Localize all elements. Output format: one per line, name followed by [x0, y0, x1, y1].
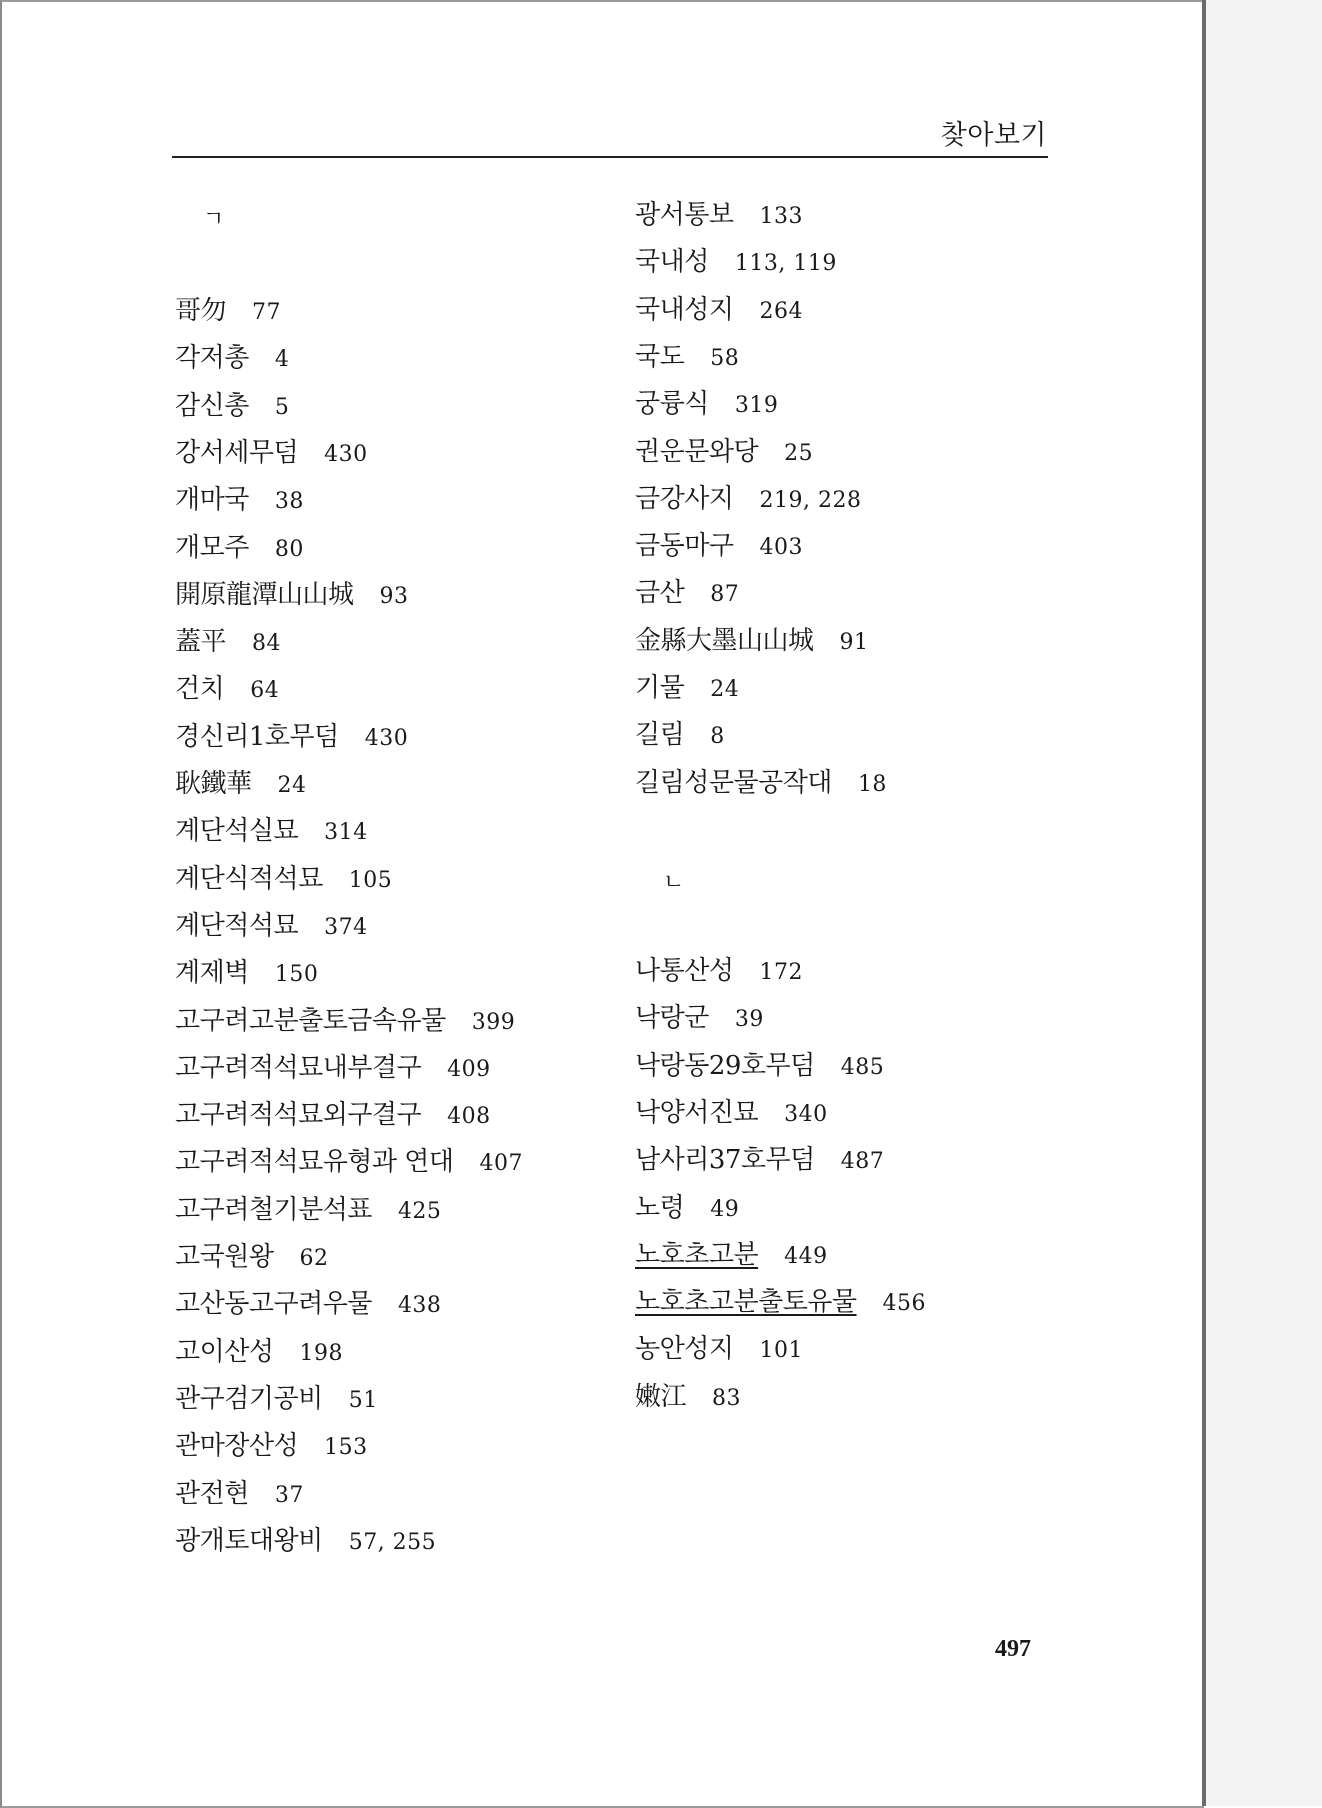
index-entry	[635, 624, 869, 658]
index-term: 계제벽	[175, 958, 249, 989]
index-term: 경신리1호무덤	[175, 721, 339, 752]
index-page-ref: 425	[397, 1198, 442, 1224]
index-entry	[175, 389, 289, 423]
index-page-ref: 133	[759, 204, 803, 229]
index-entry	[635, 529, 803, 563]
index-entry	[175, 341, 289, 375]
index-term: 노호초고분출토유물	[635, 1287, 857, 1318]
index-page-ref: 93	[379, 583, 409, 609]
index-term: 고이산성	[175, 1336, 274, 1367]
index-term: 금산	[635, 578, 685, 609]
index-page-ref: 456	[882, 1291, 927, 1317]
index-entry	[175, 1382, 378, 1416]
index-entry	[635, 1001, 764, 1035]
index-term: 국내성	[635, 247, 709, 278]
index-page-ref: 408	[447, 1104, 491, 1130]
index-term: 광개토대왕비	[175, 1525, 323, 1556]
index-entry	[175, 1051, 491, 1085]
index-entry	[175, 294, 281, 328]
index-entry	[635, 718, 725, 752]
index-entry	[635, 245, 837, 279]
index-page-ref: 58	[710, 345, 740, 371]
index-term: 감신총	[175, 390, 249, 421]
index-page-ref: 87	[710, 582, 740, 608]
index-term: 開原龍潭山山城	[175, 579, 354, 610]
index-entry	[175, 1145, 523, 1179]
index-page-ref: 198	[299, 1340, 343, 1366]
index-entry	[175, 578, 409, 612]
index-entry	[175, 1524, 436, 1558]
index-entry	[175, 720, 408, 754]
index-entry	[175, 909, 368, 943]
index-term: 농안성지	[635, 1334, 734, 1365]
index-entry	[175, 1477, 304, 1511]
index-entry	[175, 1193, 441, 1227]
index-term: 蓋平	[175, 627, 227, 658]
index-entry	[175, 625, 281, 659]
index-term: 개모주	[175, 532, 249, 563]
index-entry	[175, 767, 307, 801]
index-page-ref: 153	[324, 1435, 368, 1461]
index-term: 계단석실묘	[175, 816, 299, 847]
index-entry	[635, 1143, 884, 1177]
index-term: 길림	[635, 720, 685, 751]
index-entry	[635, 1380, 741, 1414]
index-page-ref: 430	[364, 725, 409, 751]
index-entry	[635, 1332, 803, 1366]
index-term: 건치	[175, 674, 225, 705]
index-entry	[175, 862, 392, 896]
index-term: 금동마구	[635, 531, 734, 562]
index-term: 계단식적석묘	[175, 863, 323, 894]
index-term: 남사리37호무덤	[635, 1145, 815, 1176]
index-entry	[175, 672, 279, 706]
index-page-ref: 430	[324, 441, 368, 467]
index-term: 고산동고구려우물	[175, 1289, 372, 1320]
index-page-ref: 5	[274, 394, 290, 420]
index-term: 권운문와당	[635, 436, 759, 467]
index-term: 嫩江	[635, 1381, 687, 1412]
index-page-ref: 24	[710, 677, 740, 702]
header-rule	[172, 156, 1048, 158]
index-entry	[635, 1285, 926, 1319]
index-page-ref: 485	[840, 1054, 885, 1080]
index-term: 낙랑군	[635, 1003, 709, 1034]
index-page-ref: 399	[471, 1009, 516, 1035]
index-term: 길림성문물공작대	[635, 767, 832, 798]
index-page-ref: 438	[397, 1293, 442, 1319]
index-term: 耿鐵華	[175, 769, 252, 799]
index-entry	[175, 1004, 515, 1038]
index-term: 강서세무덤	[175, 437, 299, 468]
index-page-ref: 8	[710, 724, 725, 750]
index-term: 고구려철기분석표	[175, 1194, 372, 1225]
index-term: 각저총	[175, 343, 249, 374]
index-term: 나통산성	[635, 956, 734, 986]
index-entry	[635, 293, 803, 327]
section-letter-nieun: ㄴ	[663, 870, 685, 895]
index-page-ref: 101	[759, 1338, 803, 1364]
index-page-ref: 39	[734, 1007, 764, 1033]
index-entry	[635, 482, 861, 516]
index-page-ref: 409	[447, 1056, 491, 1082]
index-term: 금강사지	[635, 483, 734, 514]
index-term: 고구려고분출토금속유물	[175, 1005, 446, 1036]
index-entry	[635, 671, 739, 705]
index-page-ref: 105	[348, 867, 393, 893]
index-entry	[175, 956, 318, 990]
page-number: 497	[995, 1636, 1031, 1662]
index-entry	[635, 1191, 739, 1225]
index-term: 哥勿	[175, 296, 227, 326]
index-page-ref: 319	[734, 393, 779, 419]
index-page-ref: 374	[324, 914, 368, 940]
index-page-ref: 91	[839, 629, 869, 655]
index-page-ref: 314	[324, 820, 368, 846]
index-entry	[635, 766, 887, 800]
index-term: 궁륭식	[635, 389, 709, 420]
index-page-ref: 77	[252, 300, 282, 325]
index-term: 개마국	[175, 485, 249, 516]
index-page-ref: 62	[299, 1246, 329, 1271]
index-term: 고구려적석묘유형과 연대	[175, 1147, 454, 1178]
index-term: 관구검기공비	[175, 1383, 323, 1414]
index-entry	[175, 1429, 368, 1463]
index-page-ref: 80	[274, 536, 304, 562]
index-entry	[175, 1240, 328, 1274]
index-entry	[175, 1335, 343, 1369]
index-term: 계단적석묘	[175, 910, 299, 941]
index-page-ref: 49	[710, 1196, 740, 1222]
index-page-ref: 51	[348, 1387, 378, 1413]
index-entry	[635, 576, 739, 610]
index-page-ref: 264	[759, 298, 803, 324]
index-term: 노령	[635, 1192, 685, 1223]
index-entry	[175, 1098, 491, 1132]
index-term: 국도	[635, 341, 685, 372]
index-page-ref: 18	[857, 771, 887, 797]
index-entry	[635, 387, 778, 421]
outside-area	[1206, 0, 1322, 1806]
index-term: 金縣大墨山山城	[635, 625, 814, 656]
index-entry	[175, 483, 304, 517]
page-header-title: 찾아보기	[940, 120, 1047, 151]
index-page-ref: 84	[252, 631, 282, 657]
index-term: 낙랑동29호무덤	[635, 1050, 815, 1081]
index-entry	[635, 435, 813, 469]
section-letter-giyeok: ㄱ	[203, 207, 225, 232]
index-term: 고구려적석묘내부결구	[175, 1052, 422, 1083]
index-term: 광서통보	[635, 200, 734, 230]
index-page-ref: 24	[277, 773, 307, 798]
index-term: 국내성지	[635, 294, 734, 325]
index-page-ref: 150	[274, 962, 319, 988]
index-entry	[635, 954, 803, 988]
index-page-ref: 37	[274, 1482, 304, 1508]
index-page-ref: 57, 255	[348, 1529, 437, 1555]
index-entry	[175, 814, 368, 848]
index-page-ref: 64	[250, 678, 280, 704]
index-entry	[175, 1287, 441, 1321]
index-page-ref: 487	[840, 1149, 885, 1175]
index-term: 노호초고분	[635, 1239, 759, 1270]
index-entry	[635, 1049, 884, 1083]
index-entry	[635, 340, 739, 374]
index-term: 관마장산성	[175, 1431, 299, 1462]
index-page-ref: 38	[274, 489, 304, 515]
index-term: 관전현	[175, 1478, 249, 1509]
index-entry	[635, 1238, 828, 1272]
index-entry	[635, 198, 803, 232]
index-entry	[175, 436, 368, 470]
index-page-ref: 403	[759, 535, 803, 561]
index-page-ref: 340	[784, 1101, 828, 1127]
index-page-ref: 4	[274, 347, 290, 373]
index-page-ref: 172	[759, 960, 803, 985]
index-entry	[175, 531, 304, 565]
index-term: 낙양서진묘	[635, 1097, 759, 1128]
index-term: 고구려적석묘외구결구	[175, 1100, 422, 1131]
index-page-ref: 25	[784, 440, 814, 466]
index-page-ref: 407	[479, 1151, 524, 1177]
index-page-ref: 83	[712, 1385, 742, 1411]
index-entry	[635, 1096, 828, 1130]
index-page-ref: 113, 119	[734, 251, 837, 277]
index-term: 고국원왕	[175, 1242, 274, 1272]
index-term: 기물	[635, 673, 685, 703]
index-page-ref: 449	[784, 1243, 828, 1269]
index-page-ref: 219, 228	[759, 487, 862, 513]
